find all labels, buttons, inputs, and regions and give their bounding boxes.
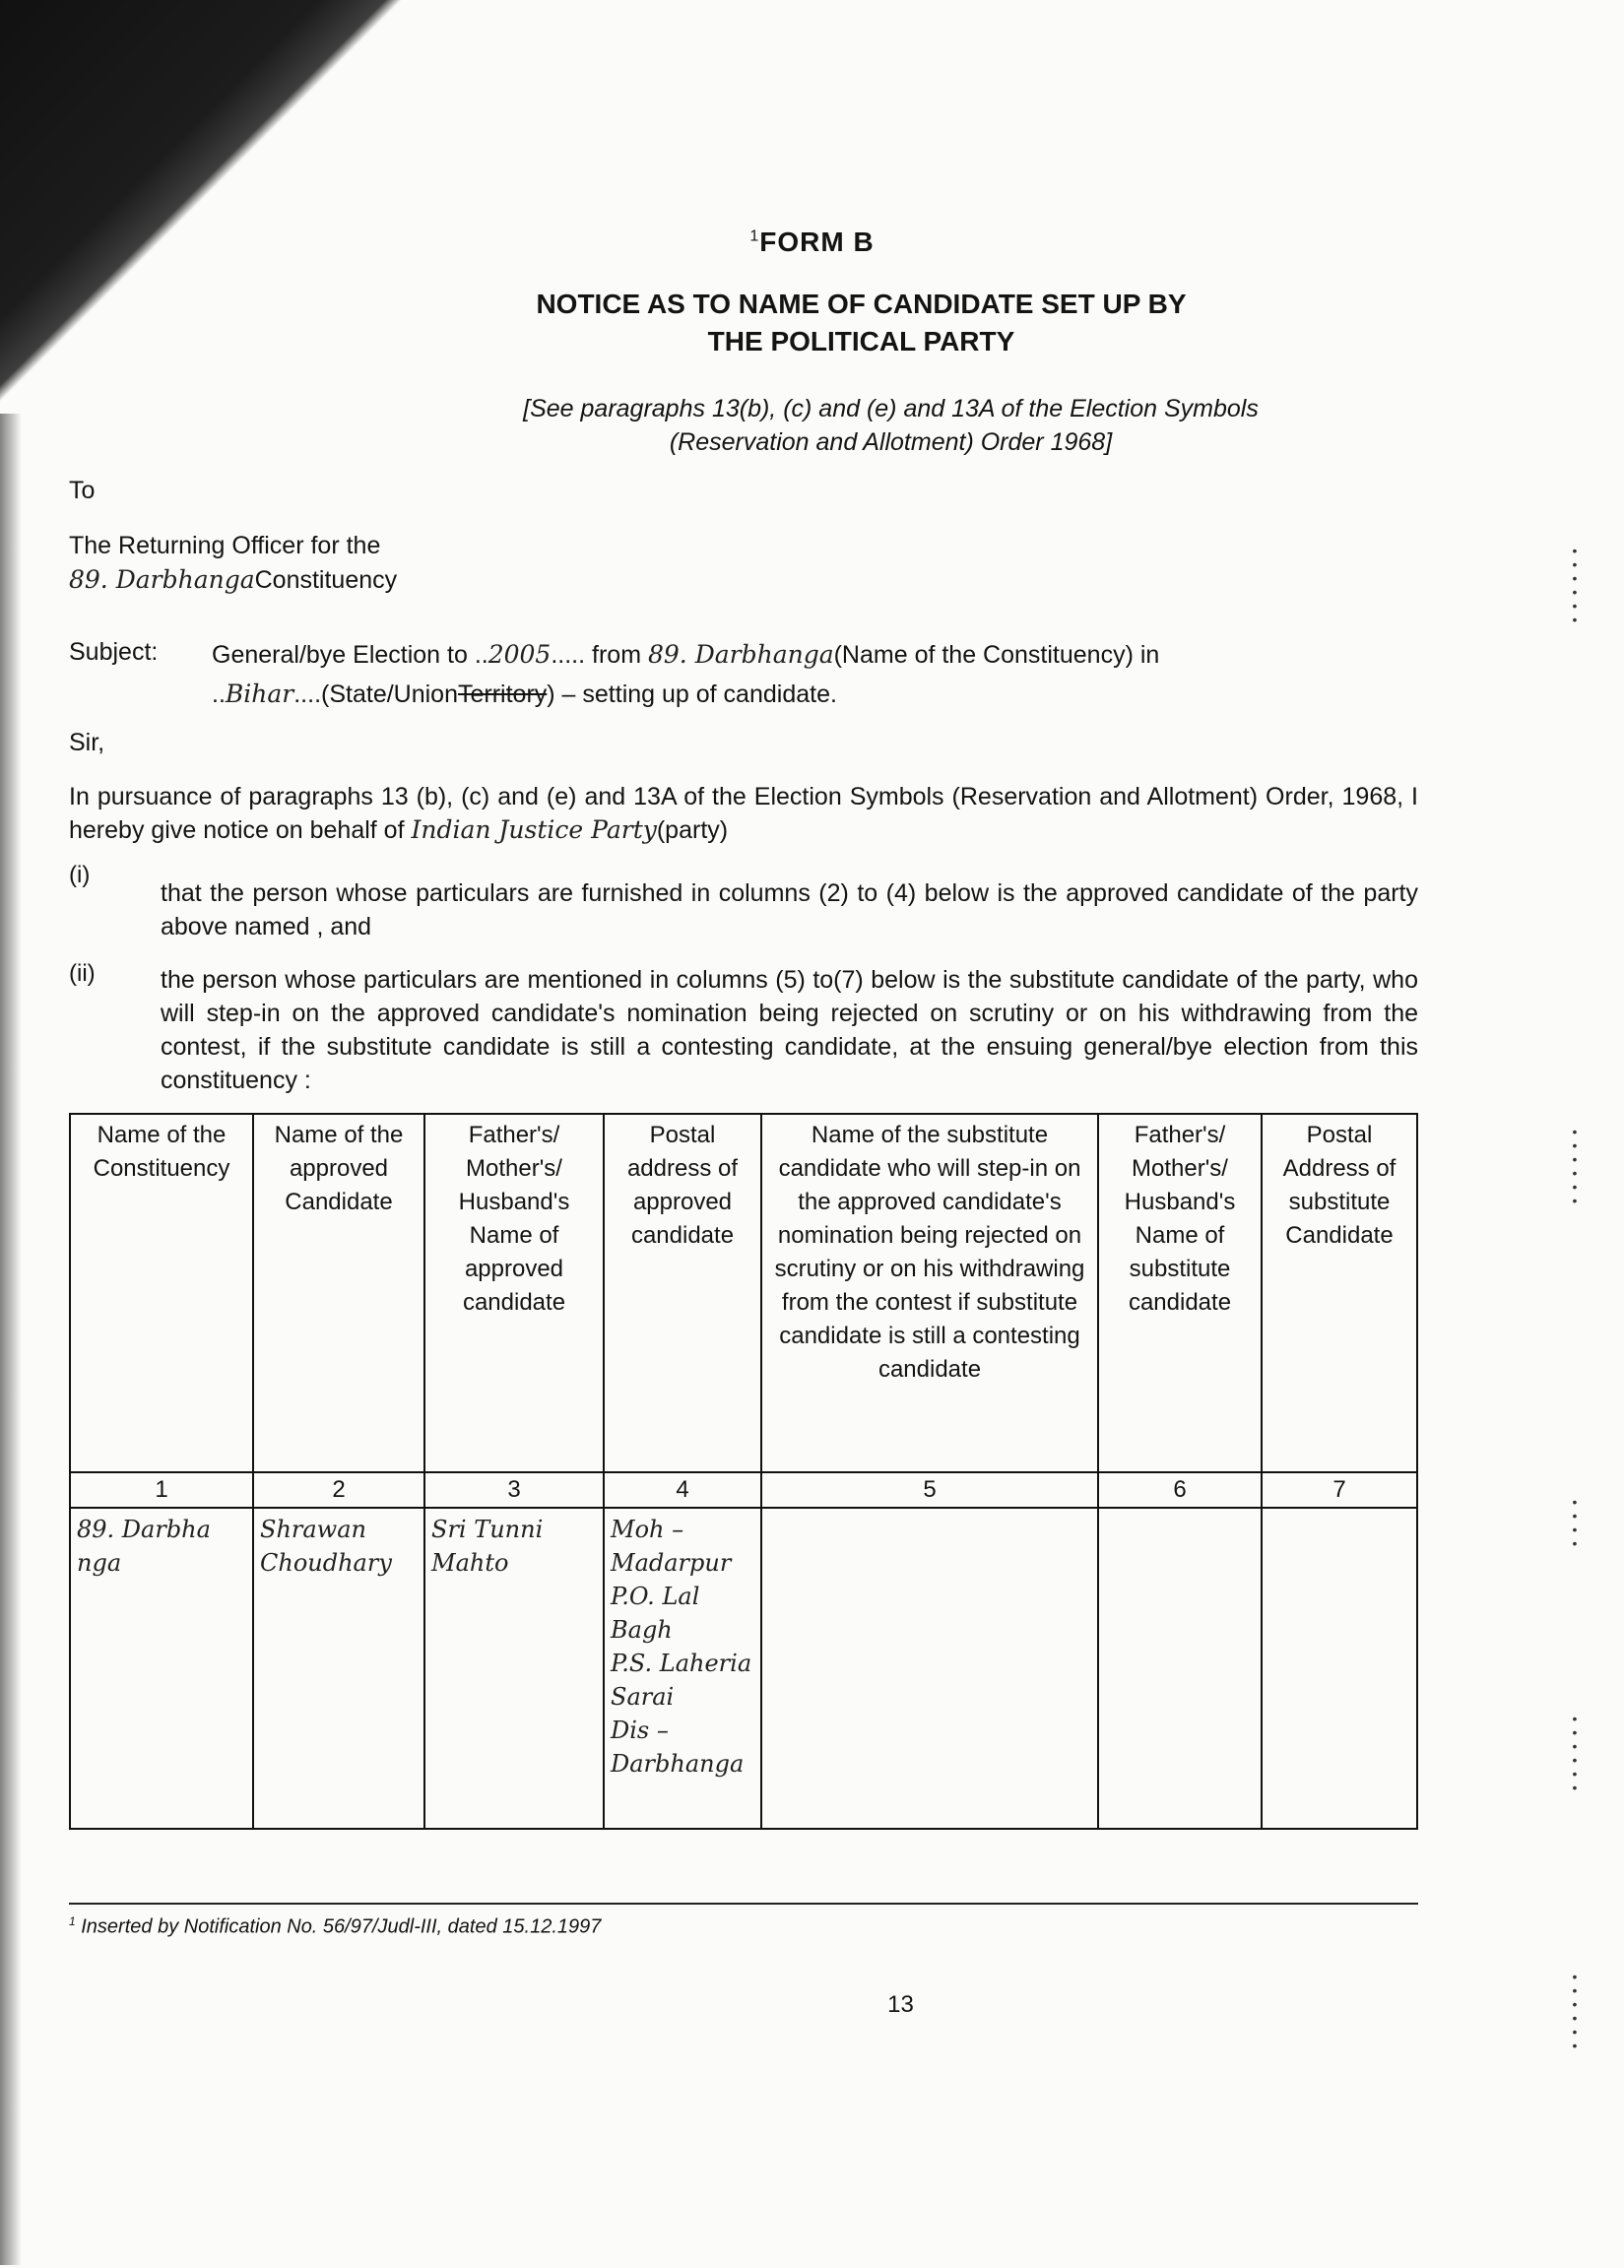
column-header: Father's/ Mother's/ Husband's Name of approved candidate (424, 1114, 604, 1472)
subject-state-line: ..Bihar....(State/UnionTerritory) – setting up of candidate. (212, 680, 837, 708)
party-name-handwritten: Indian Justice Party (411, 815, 657, 844)
substitute-candidate-entry (761, 1508, 1098, 1829)
column-number: 2 (253, 1472, 424, 1508)
column-header: Name of the substitute candidate who will step-in on the approved candidate's nomination being rejected on scrutiny or on his withdrawing from the contest if substitute candidate is still a contesting candidate (761, 1114, 1098, 1472)
binding-hole-marks: • • • • • • (1572, 1124, 1578, 1208)
subject-label: Subject: (69, 638, 159, 666)
clause-text: the person whose particulars are mentioned in columns (5) to(7) below is the substitute candidate of the party, who will step-in on the approved candidate's nomination being rejected on scrutiny or on his withdrawing from the contest, if the substitute candidate is still a contesting candidate, at the ensuing general/bye election from this constituency : (161, 966, 1418, 1094)
subject-constituency-handwritten: 89. Darbhanga (647, 640, 834, 669)
pursuance-paragraph: In pursuance of paragraphs 13 (b), (c) and (e) and 13A of the Election Symbols (Reservation and Allotment) Order, 1968, I hereby give notice on behalf of Indian Justice Party(party) (69, 783, 1418, 844)
footnote-divider (69, 1903, 1418, 1905)
column-number: 3 (424, 1472, 604, 1508)
election-year-handwritten: 2005 (487, 640, 552, 669)
table-row (70, 1508, 1417, 1829)
binding-hole-marks: • • • • • • (1572, 1711, 1578, 1795)
column-header: Postal Address of substitute Candidate (1262, 1114, 1417, 1472)
column-number: 7 (1262, 1472, 1417, 1508)
column-number: 1 (70, 1472, 253, 1508)
column-number-row (70, 1472, 1417, 1508)
form-title: $^1$FORM B (749, 227, 875, 257)
column-header: Father's/ Mother's/ Husband's Name of substitute candidate (1098, 1114, 1262, 1472)
constituency-line: 89. DarbhangaConstituency (69, 565, 398, 594)
to-label: To (69, 477, 96, 504)
returning-officer-line: The Returning Officer for the (69, 532, 381, 559)
binding-hole-marks: • • • • (1572, 1494, 1578, 1551)
territory-struck-text: Territory (457, 680, 548, 708)
salutation: Sir, (69, 729, 105, 756)
constituency-handwritten: 89. Darbhanga (69, 565, 255, 594)
column-header: Name of the approved Candidate (253, 1114, 424, 1472)
notice-title: NOTICE AS TO NAME OF CANDIDATE SET UP BY THE POLITICAL PARTY (536, 289, 1187, 356)
binding-hole-marks: • • • • • • (1572, 1969, 1578, 2053)
substitute-relative-entry (1098, 1508, 1262, 1829)
column-header: Name of the Constituency (70, 1114, 253, 1472)
binding-hole-marks: • • • • • • (1572, 543, 1578, 627)
approved-candidate-entry: Shrawan Choudhary (253, 1508, 424, 1829)
column-header: Postal address of approved candidate (604, 1114, 761, 1472)
see-paragraph-reference: [See paragraphs 13(b), (c) and (e) and 13A of the Election Symbols (Reservation and Allotment) Order 1968] (523, 395, 1259, 456)
table-header-row (70, 1114, 1417, 1472)
footnote: $^1$ Inserted by Notification No. 56/97/Judl-III, dated 15.12.1997 (69, 1914, 602, 1938)
page-number: 13 (887, 1991, 914, 2018)
subject-line: General/bye Election to ..2005..... from 89. Darbhanga(Name of the Constituency) in (212, 640, 1160, 669)
clause-text: that the person whose particulars are furnished in columns (2) to (4) below is the approved candidate of the party above named , and (161, 879, 1418, 940)
approved-relative-entry: Sri Tunni Mahto (424, 1508, 604, 1829)
column-number: 4 (604, 1472, 761, 1508)
column-number: 5 (761, 1472, 1098, 1508)
column-number: 6 (1098, 1472, 1262, 1508)
substitute-address-entry (1262, 1508, 1417, 1829)
constituency-entry: 89. Darbha nga (70, 1508, 253, 1829)
scan-shadow-edge (0, 414, 22, 2265)
state-handwritten: Bihar (225, 680, 294, 708)
clause-number: (ii) (69, 960, 96, 987)
approved-address-entry: Moh – Madarpur P.O. Lal Bagh P.S. Laheria Sarai Dis – Darbhanga (604, 1508, 761, 1829)
candidate-table (69, 1113, 1418, 1830)
clause-number: (i) (69, 862, 91, 888)
